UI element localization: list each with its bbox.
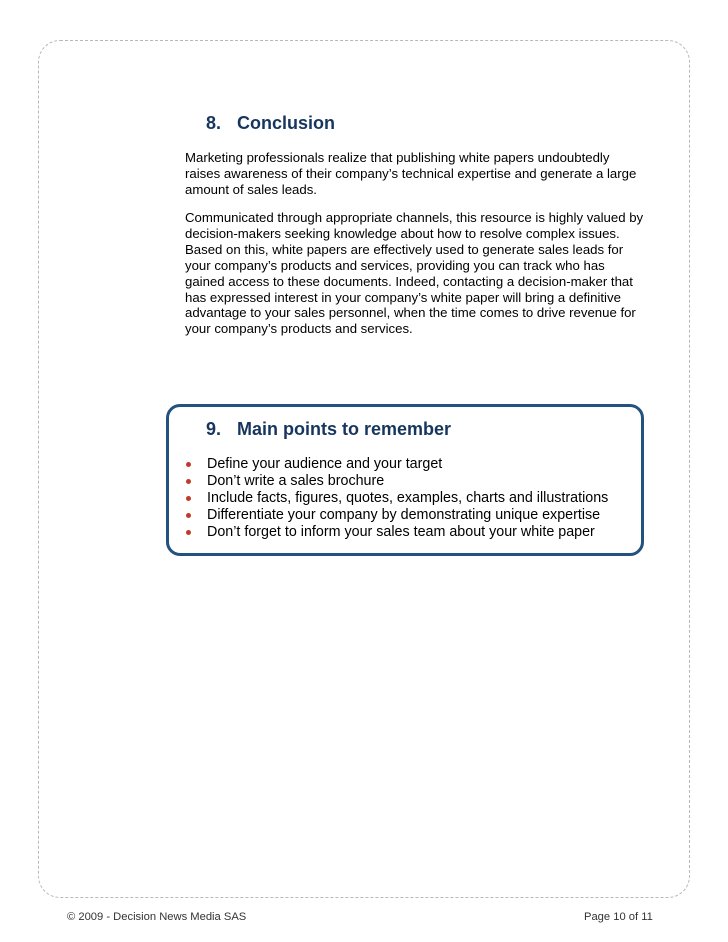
list-item-text: Define your audience and your target: [207, 456, 443, 472]
bullet-icon: [186, 513, 191, 518]
list-item: [186, 473, 608, 490]
section-heading-main-points: [206, 419, 451, 440]
bullet-icon: [186, 530, 191, 535]
bullet-icon: [186, 479, 191, 484]
text-line: amount of sales leads.: [185, 181, 317, 197]
list-item: [186, 490, 608, 507]
main-points-list: [186, 456, 608, 541]
list-item-text: Don’t write a sales brochure: [207, 473, 385, 489]
list-item-text: Differentiate your company by demonstrating unique expertise: [207, 507, 601, 523]
list-item: [186, 524, 608, 541]
conclusion-paragraph-2: [185, 210, 647, 337]
text-line: Based on this, white papers are effectively used to generate sales leads for: [185, 241, 624, 257]
text-line: Communicated through appropriate channels, this resource is highly valued by: [185, 210, 644, 225]
list-item-text: Include facts, figures, quotes, examples, charts and illustrations: [207, 490, 609, 506]
footer-copyright: © 2009 - Decision News Media SAS: [67, 911, 247, 923]
conclusion-paragraph-1: [185, 150, 647, 198]
text-line: decision-makers seeking knowledge about how to resolve complex issues.: [185, 225, 620, 241]
section-title: Conclusion: [237, 113, 335, 133]
section-title: Main points to remember: [237, 419, 452, 439]
text-line: has expressed interest in your company’s white paper will bring a definitive: [185, 289, 621, 305]
text-line: gained access to these documents. Indeed, contacting a decision-maker that: [185, 273, 633, 289]
text-line: your company’s products and services, providing you can track who has: [185, 257, 605, 273]
footer-page-number: Page 10 of 11: [584, 911, 653, 923]
text-line: advantage to your sales personnel, when the time comes to drive revenue for: [185, 305, 636, 321]
list-item-text: Don’t forget to inform your sales team about your white paper: [207, 524, 595, 540]
text-line: your company’s products and services.: [185, 321, 413, 337]
text-line: Marketing professionals realize that publishing white papers undoubtedly: [185, 150, 610, 165]
bullet-icon: [186, 496, 191, 501]
section-number: 9.: [206, 419, 222, 439]
list-item: [186, 456, 608, 473]
text-line: raises awareness of their company’s technical expertise and generate a large: [185, 165, 637, 181]
bullet-icon: [186, 462, 191, 467]
section-heading-conclusion: [206, 113, 335, 134]
list-item: [186, 507, 608, 524]
section-number: 8.: [206, 113, 222, 133]
